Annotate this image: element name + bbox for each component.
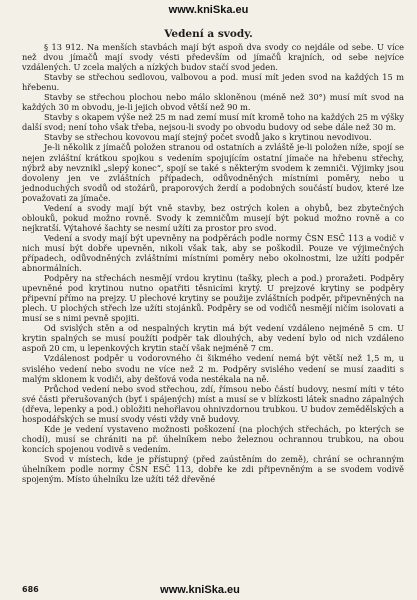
paragraph: § 13 912. Na menších stavbách mají být aspoň dva svody co nejdále od sebe. U více než dvou jímačů mají svody vésti především od jímačů krajních, od sebe nejvíce vzdálených. U zcela malých a nízkých budov stačí svod jeden. [22, 42, 404, 73]
paragraph: Svod v místech, kde je přístupný (před zaústěním do země), chrání se ochranným úhelníkem podle normy ČSN ESČ 113, dobře ke zdi připevněným a se svodem vodivě spojeným. Místo úhelníku lze užíti též dřevěné [22, 453, 404, 485]
paragraph: Vedení a svody mají být vně stavby, bez ostrých kolen a ohybů, bez zbytečných oblouků, pokud možno rovně. Svody k zemničům musejí být pokud možno rovně a co nejkratší. Výtahové šachty se nesmí užíti za prostor pro svod. [22, 202, 404, 233]
paragraph: Podpěry na střechách nesmějí vrdou krytinu (tašky, plech a pod.) proražeti. Podpěry upevněné pod krytinou nutno opatřiti těsnicími krytý. U prejzové krytiny se podpěry připevní přímo na prejzy. U plechové krytiny se použije zvláštních podpěr, připevněných na plech. U plochých střech lze užíti stojánků. Podpěry se od vodičů nesmějí ničím isolovati a musí se s nimi pevně spojiti. [22, 273, 404, 324]
paragraph: Stavby se střechou kovovou mají stejný počet svodů jako s krytinou nevodivou. [44, 132, 372, 143]
paragraph: Stavby s okapem výše než 25 m nad zemí musí mít kromě toho na každých 25 m výšky další svod; není toho však třeba, nejsou-li svody po obvodu budovy od sebe dále než 30 m. [22, 112, 404, 133]
paragraph: Od svislých stěn a od nespalných krytin má být vedení vzdáleno nejméně 5 cm. U krytin spalných se musí použíti podpěr tak dlouhých, aby vedení bylo od nich vzdáleno aspoň 20 cm, u lepenkových krytin stačí však nejméně 7 cm. [22, 323, 404, 354]
paragraph: Průchod vedení nebo svod střechou, zdí, římsou nebo částí budovy, nesmí míti v této své části přerušovaných (byť i spájených) míst a musí se v blízkosti látek snadno zápalných (dřeva, lepenky a pod.) obložiti nehořlavou ohnivzdornou trubkou. U budov zemědělských a hospodářských se musí svody vésti vždy vně budovy. [22, 383, 404, 424]
section-heading: Vedení a svody. [164, 28, 253, 40]
paragraph: Je-li několik z jímačů položen stranou od ostatních a zvláště je-li položen níže, spojí se nejen zvláštní krátkou spojkou s vedením spojujícím ostatní jímače na hřebenu střechy, nýbrž aby nevznikl „slepý konec“, spojí se také s některým svodem k zemniči. Výjimky jsou dovoleny jen ve zvláštních případech, odůvodněných místními poměry, nebo u jednoduchých svodů od stožárů, praporových žerdí a podobných součástí budov, které lze považovati za jímače. [22, 142, 404, 203]
paragraph: Vedení a svody mají být upevněny na podpěrách podle normy ČSN ESČ 113 a vodič v nich musí být dobře upevněn, nikoli však tak, aby se poškodil. Pouze ve výjimečných případech, odůvodněných zvláštními místními poměry nebo okolnostmi, lze užíti podpěr abnormálních. [22, 232, 404, 274]
paragraph: Stavby se střechou plochou nebo málo skloněnou (méně než 30°) musí mít svod na každých 30 m obvodu, je-li jejich obvod větší než 90 m. [22, 92, 404, 113]
paragraph: Vzdálenost podpěr u vodorovného či šikmého vedení nemá být větší než 1,5 m, u svislého vedení nebo svodu ne více než 2 m. Podpěry svislého vedení se musí zaaditi s malým sklonem k vodiči, aby dešťová voda nestékala na ně. [22, 353, 404, 384]
paragraph: Stavby se střechou sedlovou, valbovou a pod. musí mít jeden svod na každých 15 m hřebenu. [22, 72, 404, 93]
watermark-bottom: www.kniSka.eu [160, 584, 240, 596]
body-text [22, 42, 404, 484]
page-number: 686 [22, 585, 39, 594]
paragraph: Kde je vedení vystaveno možnosti poškození (na plochých střechách, po kterých se chodí), musí se chrániti na př. úhelníkem nebo železnou ochrannou trubkou, na obou koncích spojenou vodivě s vedením. [22, 423, 404, 454]
watermark-top: www.kniSka.eu [168, 4, 249, 16]
